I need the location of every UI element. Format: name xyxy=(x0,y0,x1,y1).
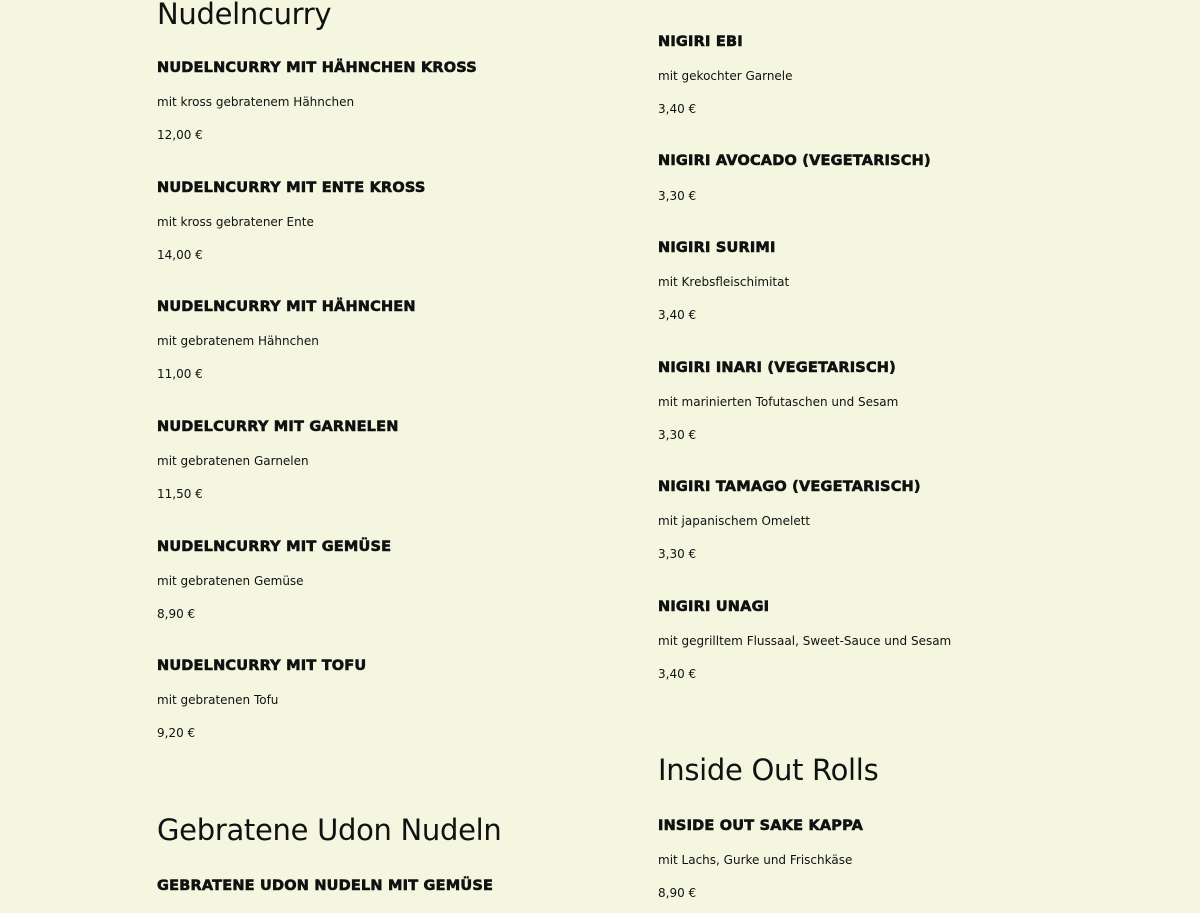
menu-item-price: 3,30 € xyxy=(658,547,697,561)
menu-item-description: mit gebratenen Tofu xyxy=(157,693,279,707)
section-title-nudelncurry: Nudelncurry xyxy=(157,0,332,31)
menu-item xyxy=(157,178,426,263)
menu-item xyxy=(157,656,366,741)
menu-item-price: 3,40 € xyxy=(658,102,697,116)
menu-item-price: 14,00 € xyxy=(157,248,203,262)
menu-item-description: mit Krebsfleischimitat xyxy=(658,275,790,289)
section-title-gebratene-udon-nudeln: Gebratene Udon Nudeln xyxy=(157,813,502,847)
menu-item-name: NIGIRI UNAGI xyxy=(658,599,770,615)
menu-item xyxy=(157,417,399,502)
menu-item-name: GEBRATENE UDON NUDELN MIT GEMÜSE xyxy=(157,878,494,894)
menu-item-name: NIGIRI INARI (VEGETARISCH) xyxy=(658,360,896,376)
menu-item xyxy=(157,537,391,622)
menu-item-name: NUDELNCURRY MIT GEMÜSE xyxy=(157,539,392,555)
menu-item-price: 11,00 € xyxy=(157,367,203,381)
menu-item-description: mit japanischem Omelett xyxy=(658,514,811,528)
menu-item-name: NUDELNCURRY MIT ENTE KROSS xyxy=(157,180,426,196)
menu-item xyxy=(157,876,493,896)
menu-item-price: 3,40 € xyxy=(658,667,697,681)
menu-item-price: 9,20 € xyxy=(157,726,196,740)
menu-item-description: mit Lachs, Gurke und Frischkäse xyxy=(658,853,853,867)
menu-item-price: 12,00 € xyxy=(157,128,203,142)
menu-item-name: NIGIRI EBI xyxy=(658,34,743,50)
menu-item xyxy=(658,32,793,117)
menu-item-name: NIGIRI TAMAGO (VEGETARISCH) xyxy=(658,479,921,495)
menu-item-description: mit gebratenen Garnelen xyxy=(157,454,309,468)
menu-item-name: NUDELCURRY MIT GARNELEN xyxy=(157,419,399,435)
section-title-inside-out-rolls: Inside Out Rolls xyxy=(658,753,879,787)
menu-item-description: mit kross gebratener Ente xyxy=(157,215,314,229)
menu-item xyxy=(658,358,898,443)
menu-item-name: NUDELNCURRY MIT HÄHNCHEN KROSS xyxy=(157,60,477,76)
menu-item-description: mit gegrilltem Flussaal, Sweet-Sauce und Sesam xyxy=(658,634,952,648)
menu-item xyxy=(658,238,789,323)
menu-item-price: 8,90 € xyxy=(157,607,196,621)
menu-item-description: mit marinierten Tofutaschen und Sesam xyxy=(658,395,899,409)
menu-item xyxy=(157,58,477,143)
menu-item-description: mit gebratenen Gemüse xyxy=(157,574,304,588)
menu-item xyxy=(157,297,416,382)
menu-item-price: 11,50 € xyxy=(157,487,203,501)
menu-item-name: NUDELNCURRY MIT HÄHNCHEN xyxy=(157,299,416,315)
menu-item xyxy=(658,816,863,901)
menu-item-description: mit gekochter Garnele xyxy=(658,69,793,83)
menu-item-price: 3,30 € xyxy=(658,428,697,442)
menu-item xyxy=(658,477,921,562)
menu-item-price: 8,90 € xyxy=(658,886,697,900)
menu-item-name: NIGIRI AVOCADO (VEGETARISCH) xyxy=(658,153,931,169)
menu-item-description: mit gebratenem Hähnchen xyxy=(157,334,319,348)
menu-item-name: NIGIRI SURIMI xyxy=(658,240,776,256)
menu-item-description: mit kross gebratenem Hähnchen xyxy=(157,95,355,109)
menu-item-name: NUDELNCURRY MIT TOFU xyxy=(157,658,367,674)
menu-item-price: 3,40 € xyxy=(658,308,697,322)
menu-item xyxy=(658,151,931,204)
menu-item xyxy=(658,597,951,682)
menu-item-price: 3,30 € xyxy=(658,189,697,203)
menu-item-name: INSIDE OUT SAKE KAPPA xyxy=(658,818,864,834)
